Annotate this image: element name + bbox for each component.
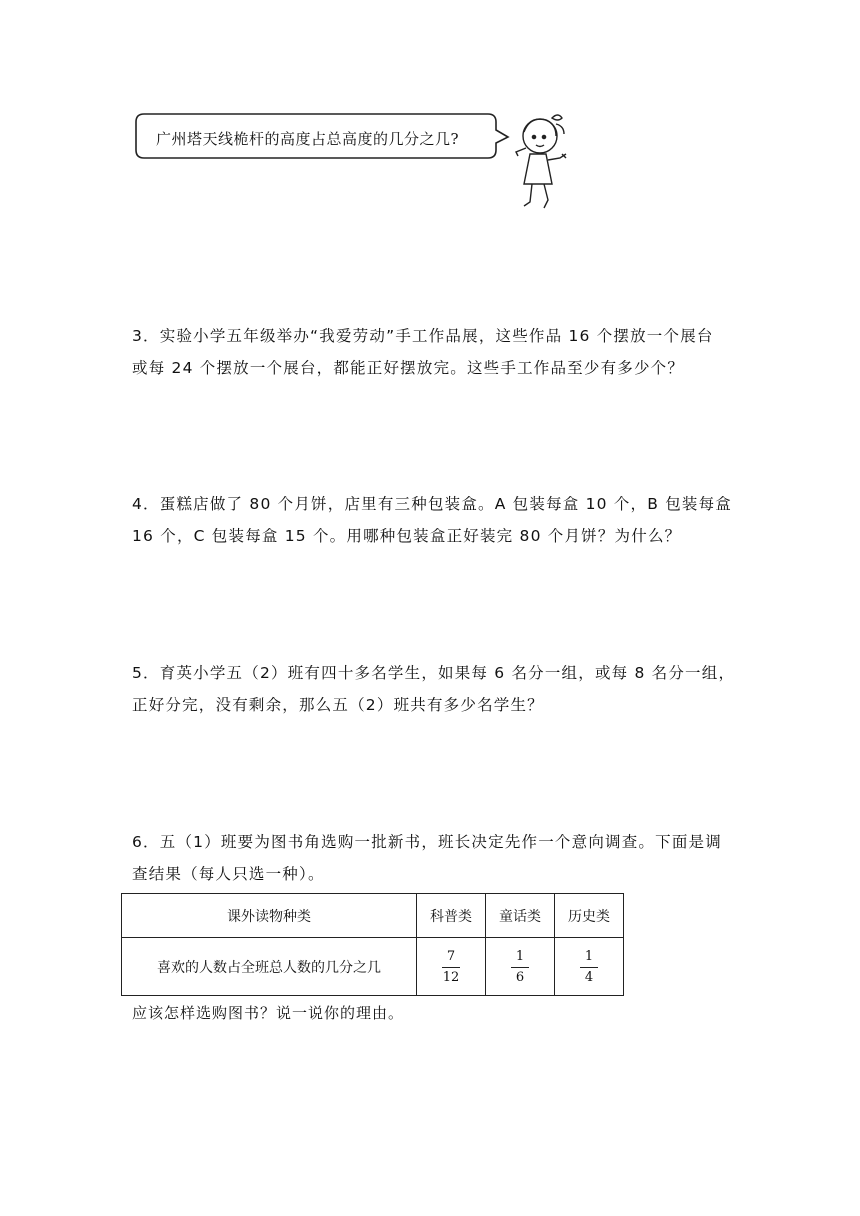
fraction-cell-science	[417, 938, 486, 996]
numerator: 7	[446, 948, 456, 964]
fraction-science	[442, 949, 460, 986]
denominator: 4	[584, 969, 594, 985]
numerator: 1	[515, 948, 525, 964]
fraction-bar	[580, 967, 598, 968]
fraction-cell-fairy-tale	[486, 938, 555, 996]
fraction-bar	[511, 967, 529, 968]
fraction-fairy-tale	[511, 949, 529, 986]
survey-table	[121, 893, 624, 996]
question-4-line-2: 16 个，C 包装每盒 15 个。用哪种包装盒正好装完 80 个月饼？为什么？	[132, 527, 682, 545]
header-label-cell: 课外读物种类	[122, 894, 417, 938]
table-data-row	[122, 938, 624, 996]
denominator: 6	[515, 969, 525, 985]
fraction-cell-history	[555, 938, 624, 996]
row-label-cell: 喜欢的人数占全班总人数的几分之几	[122, 938, 417, 996]
question-3-line-1: 3．实验小学五年级举办“我爱劳动”手工作品展，这些作品 16 个摆放一个展台	[132, 327, 714, 345]
question-4-line-1: 4．蛋糕店做了 80 个月饼，店里有三种包装盒。A 包装每盒 10 个，B 包装每盒	[132, 495, 733, 513]
table-header-row	[122, 894, 624, 938]
question-6-prompt: 应该怎样选购图书？说一说你的理由。	[132, 1004, 405, 1022]
question-6-line-2: 查结果（每人只选一种）。	[132, 865, 325, 883]
girl-illustration	[500, 104, 572, 214]
speech-bubble-text: 广州塔天线桅杆的高度占总高度的几分之几?	[156, 130, 460, 148]
fraction-bar	[442, 967, 460, 968]
column-header-history: 历史类	[555, 894, 624, 938]
fraction-history	[580, 949, 598, 986]
question-5-line-1: 5．育英小学五（2）班有四十多名学生，如果每 6 名分一组，或每 8 名分一组，	[132, 664, 736, 682]
denominator: 12	[442, 969, 460, 985]
question-6-line-1: 6．五（1）班要为图书角选购一批新书，班长决定先作一个意向调查。下面是调	[132, 833, 722, 851]
column-header-fairy-tale: 童话类	[486, 894, 555, 938]
numerator: 1	[584, 948, 594, 964]
question-3-line-2: 或每 24 个摆放一个展台，都能正好摆放完。这些手工作品至少有多少个？	[132, 359, 685, 377]
question-5-line-2: 正好分完，没有剩余，那么五（2）班共有多少名学生？	[132, 696, 544, 714]
column-header-science: 科普类	[417, 894, 486, 938]
